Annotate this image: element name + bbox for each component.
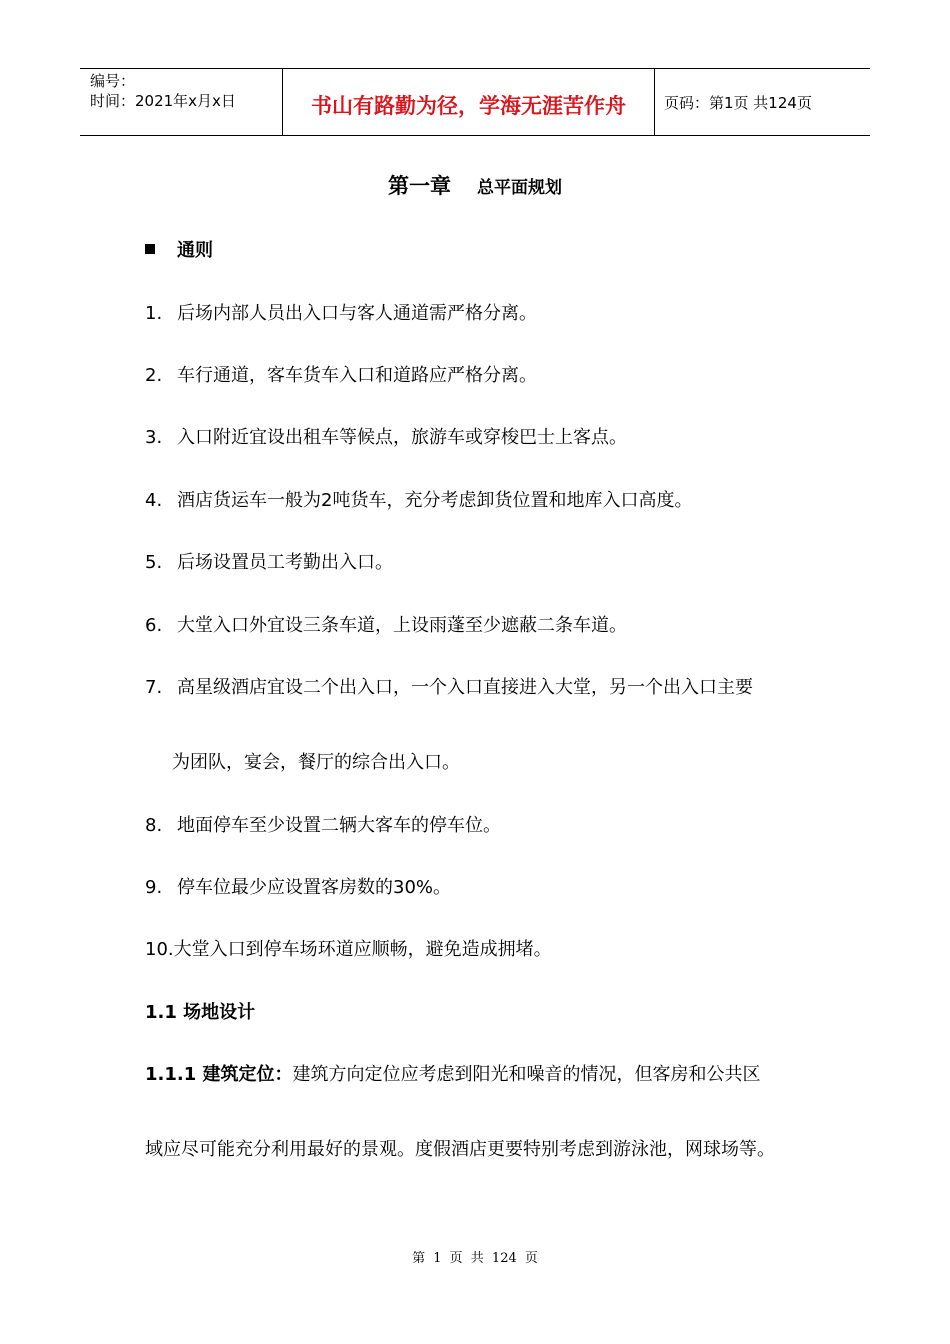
list-item-number: 5. bbox=[145, 552, 163, 573]
list-item-number: 1. bbox=[145, 303, 163, 324]
list-item-text: 车行通道，客车货车入口和道路应严格分离。 bbox=[177, 365, 537, 386]
serial-label: 编号： bbox=[90, 72, 136, 90]
date-label: 时间：2021年x月x日 bbox=[90, 92, 236, 110]
section-heading bbox=[145, 236, 213, 262]
list-item-number: 4. bbox=[145, 490, 163, 511]
list-item bbox=[145, 486, 692, 512]
list-item bbox=[145, 299, 537, 325]
chapter-subtitle: 总平面规划 bbox=[477, 178, 562, 198]
list-item-number: 6. bbox=[145, 615, 163, 636]
clause-paragraph bbox=[145, 1060, 761, 1086]
section-title: 通则 bbox=[177, 240, 213, 261]
subsection-title: 1.1 场地设计 bbox=[145, 1002, 256, 1023]
list-item bbox=[145, 611, 627, 637]
list-item-text: 停车位最少应设置客房数的30%。 bbox=[177, 877, 452, 898]
clause-continuation: 域应尽可能充分利用最好的景观。度假酒店更要特别考虑到游泳池，网球场等。 bbox=[145, 1139, 775, 1160]
list-item bbox=[145, 811, 501, 837]
list-item-text: 后场设置员工考勤出入口。 bbox=[177, 552, 393, 573]
list-item bbox=[145, 548, 393, 574]
list-item bbox=[145, 673, 753, 699]
list-item bbox=[145, 361, 537, 387]
header-meta bbox=[80, 69, 282, 135]
list-item bbox=[145, 873, 451, 899]
square-bullet-icon bbox=[145, 244, 155, 254]
list-item-number: 10. bbox=[145, 939, 174, 960]
list-item-number: 7. bbox=[145, 677, 163, 698]
list-item-number: 9. bbox=[145, 877, 163, 898]
chapter-heading bbox=[0, 170, 950, 200]
header-motto: 书山有路勤为径，学海无涯苦作舟 bbox=[282, 69, 655, 135]
page-footer: 第 1 页 共 124 页 bbox=[412, 1251, 538, 1266]
list-item-text: 大堂入口外宜设三条车道，上设雨蓬至少遮蔽二条车道。 bbox=[177, 615, 627, 636]
list-item-text: 后场内部人员出入口与客人通道需严格分离。 bbox=[177, 303, 537, 324]
list-item bbox=[145, 935, 552, 961]
clause-label: 1.1.1 建筑定位： bbox=[145, 1064, 293, 1085]
header-page-info: 页码：第1页 共124页 bbox=[664, 93, 812, 112]
list-item-number: 3. bbox=[145, 427, 163, 448]
list-item-text: 酒店货运车一般为2吨货车，充分考虑卸货位置和地库入口高度。 bbox=[177, 490, 693, 511]
list-item-continuation: 为团队，宴会，餐厅的综合出入口。 bbox=[172, 752, 460, 773]
list-item-number: 8. bbox=[145, 815, 163, 836]
list-item-text: 大堂入口到停车场环道应顺畅，避免造成拥堵。 bbox=[173, 939, 552, 960]
clause-text: 建筑方向定位应考虑到阳光和噪音的情况，但客房和公共区 bbox=[292, 1064, 761, 1085]
chapter-title: 第一章 bbox=[388, 174, 451, 198]
list-item-text: 入口附近宜设出租车等候点，旅游车或穿梭巴士上客点。 bbox=[177, 427, 627, 448]
document-header bbox=[80, 68, 870, 136]
list-item bbox=[145, 423, 627, 449]
list-item-number: 2. bbox=[145, 365, 163, 386]
list-item-text: 高星级酒店宜设二个出入口，一个入口直接进入大堂，另一个出入口主要 bbox=[177, 677, 753, 698]
list-item-text: 地面停车至少设置二辆大客车的停车位。 bbox=[177, 815, 501, 836]
